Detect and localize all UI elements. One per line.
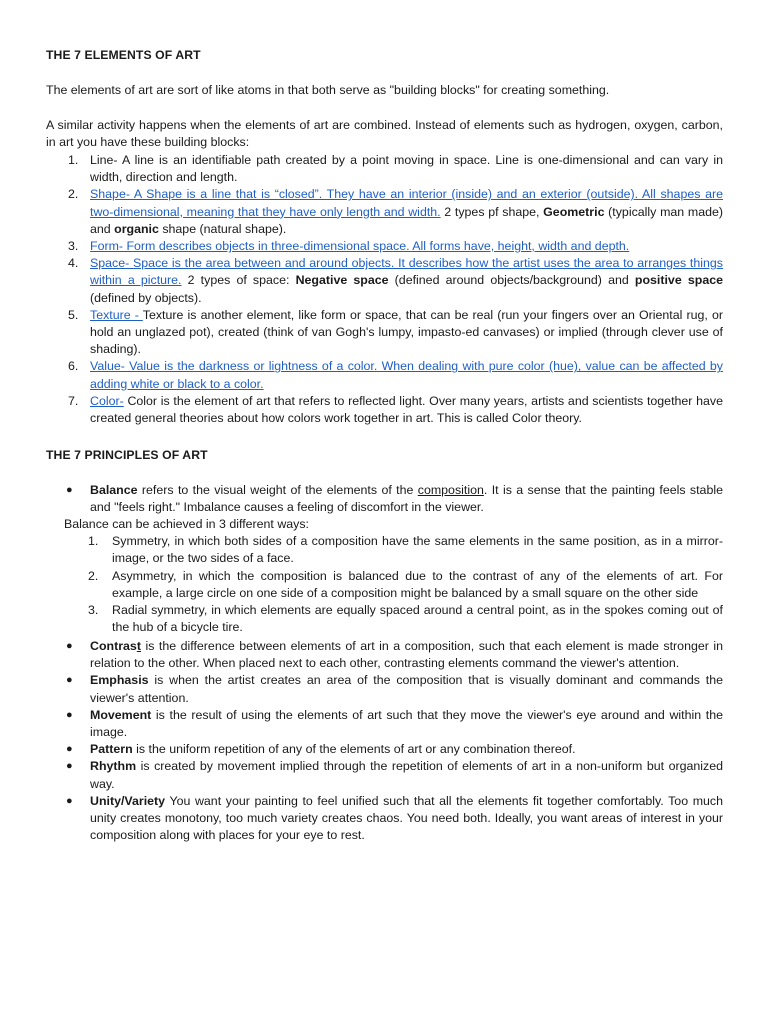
balance-way-radial bbox=[46, 602, 723, 636]
balance-way-asymmetry bbox=[46, 568, 723, 602]
pattern-bold: Pattern bbox=[90, 742, 133, 757]
list-number: 3. bbox=[88, 603, 99, 618]
principle-rhythm bbox=[46, 758, 723, 792]
list-number: 3. bbox=[68, 239, 79, 254]
movement-text: is the result of using the elements of art such that they move the viewer's eye around and within the image. bbox=[90, 707, 723, 740]
list-item-texture bbox=[46, 307, 723, 359]
geometric-bold: Geometric bbox=[543, 204, 605, 219]
principle-pattern bbox=[46, 741, 723, 758]
balance-way-symmetry bbox=[46, 533, 723, 567]
principle-contrast bbox=[46, 638, 723, 672]
color-link[interactable]: Color- bbox=[90, 393, 124, 408]
list-number: 6. bbox=[68, 359, 79, 374]
element-shape-text-2: (typically man made) and bbox=[90, 204, 723, 236]
pattern-text: is the uniform repetition of any of the elements of art or any combination thereof. bbox=[132, 742, 576, 757]
balance-ways-block bbox=[46, 516, 723, 636]
asymmetry-text: Asymmetry, in which the composition is balanced due to the contrast of any of the elements of art. For example, a large circle on one side of a composition might be balanced by a small square on the other side bbox=[112, 568, 723, 600]
intro-paragraph: The elements of art are sort of like atoms in that both serve as "building blocks" for creating something. bbox=[46, 83, 610, 97]
list-item-space bbox=[46, 255, 723, 307]
bullet: ● bbox=[66, 760, 73, 773]
rhythm-bold: Rhythm bbox=[90, 759, 137, 774]
heading-principles-of-art: THE 7 PRINCIPLES OF ART bbox=[46, 448, 208, 462]
element-shape-text: 2 types pf shape, bbox=[440, 204, 544, 219]
form-link[interactable]: Form- Form describes objects in three-dimensional space. All forms have, height, width and depth. bbox=[90, 239, 630, 254]
shape-link[interactable]: Shape- A Shape is a line that is “closed”. They have an interior (inside) and an exterior (outside). All shapes are two-dimensional, meaning that they have only length and width. bbox=[90, 187, 723, 219]
list-number: 1. bbox=[88, 534, 99, 549]
unity-variety-bold: Unity/Variety bbox=[90, 793, 166, 808]
positive-space-bold: positive space bbox=[634, 273, 723, 288]
contrast-text: is the difference between elements of art in a composition, such that each element is made stronger in relation to the other. When placed next to each other, contrasting elements command the viewer's attention. bbox=[90, 639, 723, 671]
balance-ways-list bbox=[46, 533, 723, 636]
element-space-text-2: (defined around objects/background) and bbox=[388, 273, 635, 288]
balance-bold: Balance bbox=[90, 483, 138, 497]
contrast-bold: Contras bbox=[90, 639, 137, 653]
list-number: 1. bbox=[68, 153, 79, 167]
building-blocks-paragraph: A similar activity happens when the elements of art are combined. Instead of elements such as hydrogen, oxygen, carbon, in art you have these building blocks: bbox=[46, 118, 723, 150]
bullet: ● bbox=[66, 674, 73, 687]
value-link[interactable]: Value- Value is the darkness or lightness of a color. When dealing with pure color (hue), value can be affected by adding white or black to a color. bbox=[90, 359, 723, 391]
emphasis-text: is when the artist creates an area of the composition that is visually dominant and commands the viewer's attention. bbox=[90, 673, 723, 705]
heading-elements-of-art: THE 7 ELEMENTS OF ART bbox=[46, 48, 201, 62]
element-line-text: Line- A line is an identifiable path created by a point moving in space. Line is one-dimensional and can vary in width, direction and length. bbox=[90, 153, 723, 185]
rhythm-text: is created by movement implied through the repetition of elements of art in a non-uniform but organized way. bbox=[90, 759, 723, 791]
list-number: 5. bbox=[68, 307, 79, 322]
texture-link[interactable]: Texture - bbox=[90, 307, 143, 322]
principle-balance bbox=[46, 482, 723, 516]
list-number: 2. bbox=[68, 187, 79, 202]
principles-list bbox=[46, 482, 723, 516]
radial-text: Radial symmetry, in which elements are equally spaced around a central point, as in the spokes coming out of the hub of a bicycle tire. bbox=[112, 603, 723, 635]
list-number: 7. bbox=[68, 393, 79, 408]
emphasis-bold: Emphasis bbox=[90, 673, 149, 688]
bullet: ● bbox=[66, 794, 73, 807]
element-texture-text: Texture is another element, like form or space, that can be real (run your fingers over an Oriental rug, or hold an unglazed pot), created (think of van Gogh's lumpy, impasto-ed canvases) or implied (through clever use of shading). bbox=[90, 307, 723, 357]
element-shape-text-3: shape (natural shape). bbox=[158, 221, 287, 236]
bullet: ● bbox=[66, 743, 73, 756]
list-item-shape bbox=[46, 186, 723, 238]
list-number: 4. bbox=[68, 256, 79, 271]
elements-list bbox=[46, 152, 723, 427]
list-item-line bbox=[46, 152, 723, 186]
principles-list-continued bbox=[46, 638, 723, 844]
composition-underline: composition bbox=[417, 483, 484, 497]
movement-bold: Movement bbox=[90, 707, 152, 722]
principle-movement bbox=[46, 707, 723, 741]
bullet: ● bbox=[66, 708, 73, 721]
unity-variety-text: You want your painting to feel unified such that all the elements fit together comfortably. Too much unity creates monotony, too much variety creates chaos. You need both. Ideally, you want areas of interest in your composition along with places for your eye to rest. bbox=[90, 793, 723, 843]
principle-emphasis bbox=[46, 672, 723, 706]
list-item-form bbox=[46, 238, 723, 255]
element-color-text: Color is the element of art that refers to reflected light. Over many years, artists and scientists together have created general theories about how colors work together in art. This is called Color theory. bbox=[90, 393, 723, 426]
symmetry-text: Symmetry, in which both sides of a composition have the same elements in the same position, as in a mirror-image, or the two sides of a face. bbox=[112, 534, 723, 566]
list-item-color bbox=[46, 393, 723, 427]
list-item-value bbox=[46, 358, 723, 392]
bullet: ● bbox=[66, 640, 73, 652]
element-space-text: 2 types of space: bbox=[181, 273, 296, 288]
negative-space-bold: Negative space bbox=[295, 273, 389, 288]
principle-unity-variety bbox=[46, 793, 723, 845]
balance-intro: Balance can be achieved in 3 different ways: bbox=[64, 517, 309, 531]
list-number: 2. bbox=[88, 568, 99, 583]
bullet: ● bbox=[66, 484, 73, 496]
element-space-text-3: (defined by objects). bbox=[90, 290, 202, 305]
space-link[interactable]: Space- Space is the area between and around objects. It describes how the artist uses the area to arranges things within a picture. bbox=[90, 256, 723, 288]
balance-text-2: . It is a sense that the painting feels stable and "feels right." Imbalance causes a feeling of discomfort in the viewer. bbox=[90, 483, 723, 515]
balance-text: refers to the visual weight of the elements of the bbox=[137, 483, 418, 497]
organic-bold: organic bbox=[114, 221, 159, 236]
contrast-bold-underline: t bbox=[136, 639, 141, 653]
